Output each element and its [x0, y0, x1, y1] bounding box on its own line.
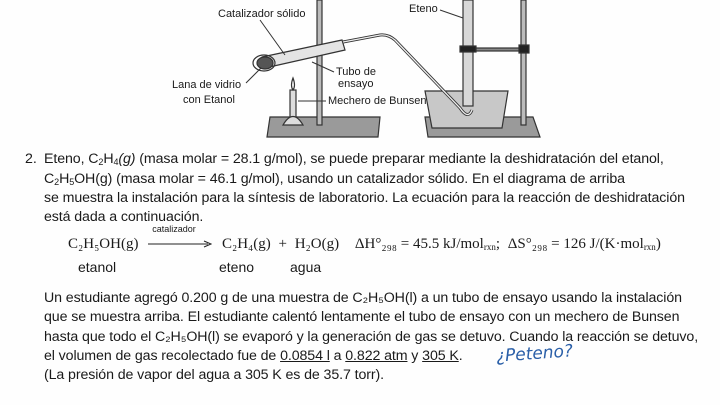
- enthalpy: ΔH°₂₉₈ = 45.5 kJ/mol: [354, 236, 484, 252]
- paragraph-line-2: que se muestra arriba. El estudiante calentó lentamente el tubo de ensayo con un mechero de Bunsen: [44, 309, 680, 325]
- reaction-equation: C₂H₅OH(g) catalizador C₂H₄(g) + H₂O(g) ΔH°₂₉₈ = 45.5 kJ/mol$_{rxn}$; ΔS°₂₉₈ = 126 J/(K·mol$_{rxn}$): [68, 224, 661, 252]
- label-test-tube: Tubo de: [336, 66, 376, 78]
- product-ethene: C₂H₄(g): [221, 236, 271, 252]
- entropy: ΔS°₂₉₈ = 126 J/(K·mol: [507, 236, 644, 252]
- intro-line-2: $C_2H_5OH(g)$ (masa molar = 46.1 g/mol), usando un catalizador sólido. En el diagrama de arriba: [44, 171, 625, 187]
- flame: [292, 78, 295, 90]
- paragraph-line-5: (La presión de vapor del agua a 305 K es de 35.7 torr).: [44, 367, 384, 383]
- label-test-tube-2: ensayo: [338, 78, 374, 90]
- label-catalyst: Catalizador sólido: [218, 8, 306, 20]
- clamp-right: [473, 48, 523, 51]
- label-glass-wool: Lana de vidrio: [172, 79, 242, 91]
- label-glass-wool-2: con Etanol: [183, 94, 235, 106]
- label-water: agua: [290, 259, 322, 275]
- left-stand-base: [267, 117, 380, 137]
- paragraph-line-3: hasta que todo el C₂H₅OH(l) se evaporó y la generación de gas se detuvo. Cuando la reacción se detuvo,: [44, 329, 699, 345]
- handwritten-note: ¿Peteno?: [495, 341, 574, 367]
- label-burner: Mechero de Bunsen: [328, 95, 427, 107]
- label-ethanol: etanol: [78, 259, 117, 275]
- label-ethene-eq: eteno: [219, 259, 255, 275]
- collection-tube: [463, 0, 473, 106]
- right-stand-rod: [521, 0, 526, 125]
- problem-number: 2.: [25, 151, 37, 167]
- label-ethene: Eteno: [409, 3, 438, 15]
- product-water: H₂O(g): [294, 236, 340, 252]
- paragraph-line-4: el volumen de gas recolectado fue de 0.0854 l a 0.822 atm y 305 K.: [44, 348, 463, 364]
- glass-wool: [257, 57, 273, 69]
- intro-line-1: Eteno, $C_2H_4(g)$ (masa molar = 28.1 g/mol), se puede preparar mediante la deshidratación del etanol,: [44, 151, 664, 167]
- reactant: C₂H₅OH(g): [68, 236, 139, 252]
- volume-value: 0.0854 l: [280, 348, 330, 364]
- catalyst-label: catalizador: [152, 224, 196, 235]
- temperature-value: 305 K: [422, 348, 459, 364]
- paragraph-line-1: Un estudiante agregó 0.200 g de una muestra de C₂H₅OH(l) a un tubo de ensayo usando la instalación: [44, 290, 682, 306]
- pressure-value: 0.822 atm: [345, 348, 408, 364]
- intro-line-4: está dada a continuación.: [44, 209, 204, 225]
- left-stand-rod: [317, 0, 322, 125]
- intro-line-3: se muestra la instalación para la síntesis de laboratorio. La ecuación para la reacción de deshidratación: [44, 190, 685, 206]
- bunsen-burner: [290, 90, 296, 120]
- reaction-arrow: [148, 224, 212, 253]
